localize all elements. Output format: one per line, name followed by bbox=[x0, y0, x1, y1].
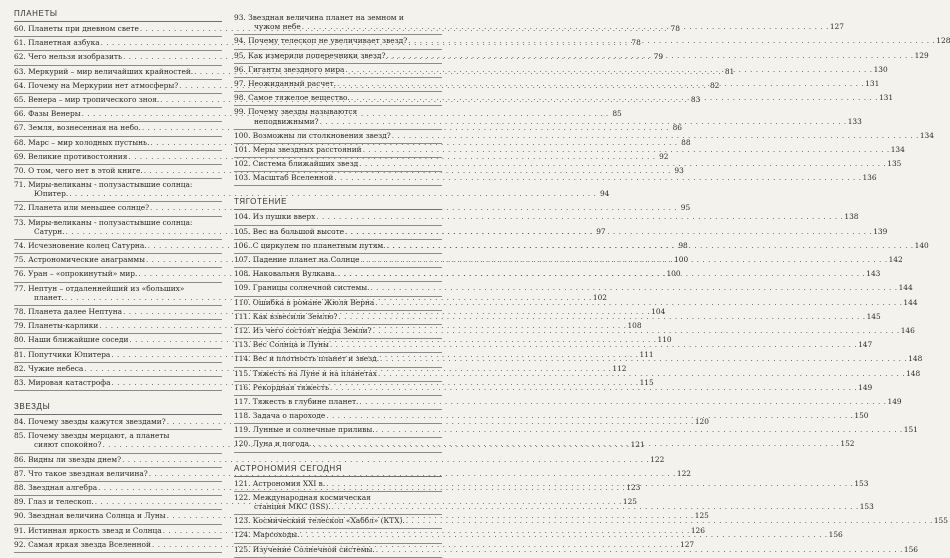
toc-page-number: 130 bbox=[873, 64, 888, 74]
toc-entry-line bbox=[234, 116, 862, 127]
toc-page-number: 79 bbox=[653, 52, 664, 62]
toc-entry-line bbox=[234, 130, 934, 141]
toc-entry-title: 113. Вес Солнца и Луны bbox=[234, 340, 329, 350]
toc-page-number: 85 bbox=[612, 109, 622, 119]
toc-entry-title: 75. Астрономические анаграммы bbox=[14, 255, 145, 265]
toc-entry-title: 100. Возможны ли столкновения звезд? bbox=[234, 130, 391, 140]
toc-entry-title: 88. Звездная алгебра bbox=[14, 483, 98, 492]
dot-leader bbox=[387, 242, 914, 249]
dot-leader bbox=[338, 270, 865, 277]
toc-entry-title: 125. Изучение Солнечной системы. bbox=[234, 544, 375, 554]
toc-page-number: 81 bbox=[724, 66, 735, 76]
toc-entry-title: 66. Фазы Венеры bbox=[14, 109, 81, 119]
toc-entry-title: 94. Почему телескоп не увеличивает звезд? bbox=[234, 36, 408, 46]
toc-entry-title: 89. Глаз и телескоп. bbox=[14, 497, 94, 507]
dot-leader bbox=[337, 80, 864, 90]
dot-leader bbox=[330, 384, 857, 391]
toc-entry-title: 71. Миры-великаны - полузастывшие солнца: bbox=[14, 180, 193, 190]
dot-leader bbox=[326, 412, 853, 419]
toc-entry-title: 120. Луна и погода. bbox=[234, 439, 312, 449]
toc-entry-line bbox=[14, 165, 684, 176]
toc-page-number: 134 bbox=[919, 130, 934, 140]
toc-entry-title: 102. Система ближайших звезд bbox=[234, 159, 359, 169]
toc-page-number: 86 bbox=[672, 123, 682, 133]
toc-page-number: 115 bbox=[639, 377, 654, 387]
toc-entry-title: 84. Почему звезды кажутся звездами? bbox=[14, 417, 166, 427]
toc-page-number: 155 bbox=[933, 516, 948, 526]
toc-entry-title: 82. Чужие небеса bbox=[14, 363, 84, 373]
toc-page-number: 88 bbox=[681, 137, 691, 147]
toc-page-number: 127 bbox=[829, 22, 844, 32]
toc-entry-title: сияют спокойно? bbox=[34, 440, 102, 450]
toc-entry-title: 77. Нептун – отдаленнейший из «больших» bbox=[14, 283, 185, 293]
dot-leader bbox=[386, 52, 913, 62]
toc-entry-title: 122. Международная космическая bbox=[234, 492, 371, 502]
toc-entry-title: 93. Звездная величина планет на земном и bbox=[234, 13, 404, 22]
toc-entry-title: 65. Венера – мир тропического зноя. bbox=[14, 94, 160, 104]
toc-page-number: 138 bbox=[844, 212, 859, 222]
toc-entry[interactable] bbox=[234, 424, 918, 438]
toc-entry-title: 70. О том, чего нет в этой книге. bbox=[14, 165, 143, 175]
toc-page-number: 145 bbox=[866, 311, 881, 321]
toc-entry-title: 114. Вес и плотность планет и звезд. bbox=[234, 354, 380, 364]
toc-page-number: 134 bbox=[890, 144, 905, 154]
toc-entry[interactable] bbox=[234, 211, 859, 225]
dot-leader bbox=[316, 213, 843, 220]
toc-page-number: 97 bbox=[596, 226, 606, 236]
dot-leader bbox=[320, 118, 847, 125]
toc-page-number: 83 bbox=[690, 94, 701, 104]
toc-page-number: 92 bbox=[659, 151, 669, 161]
toc-page-number: 133 bbox=[847, 116, 862, 126]
toc-page-number: 143 bbox=[866, 269, 881, 279]
toc-page-number: 146 bbox=[900, 325, 915, 335]
toc-page-number: 100 bbox=[666, 269, 681, 279]
toc-entry-title: 106. С циркулем по планетным путям. bbox=[234, 240, 386, 250]
toc-entry-title: 62. Чего нельзя изобразить bbox=[14, 52, 122, 62]
toc-entry-title: 79. Планеты-карлики bbox=[14, 321, 99, 331]
dot-leader bbox=[376, 546, 903, 553]
toc-entry-title: 61. Планетная азбука bbox=[14, 38, 100, 48]
toc-page-number: 123 bbox=[626, 483, 641, 492]
section-title: ПЛАНЕТЫ bbox=[14, 10, 222, 22]
toc-page-number: 110 bbox=[657, 335, 672, 345]
toc-page-number: 156 bbox=[903, 544, 918, 554]
toc-page-number: 100 bbox=[674, 255, 689, 265]
toc-page-number: 136 bbox=[862, 173, 877, 183]
toc-entry-title: 116. Рекордная тяжесть bbox=[234, 382, 330, 392]
toc-page-number: 121 bbox=[630, 440, 645, 450]
dot-leader bbox=[301, 531, 828, 538]
toc-page-number: 98 bbox=[678, 241, 688, 250]
toc-page-number: 125 bbox=[622, 497, 638, 507]
toc-entry-line bbox=[14, 417, 709, 427]
toc-entry-title: 118. Задача о пароходе bbox=[234, 411, 326, 421]
dot-leader bbox=[376, 426, 903, 433]
toc-entry-line bbox=[234, 283, 913, 293]
toc-entry-title: 95. Как измерили поперечники звезд? bbox=[234, 50, 386, 60]
dot-leader bbox=[406, 517, 933, 524]
toc-entry-title: 86. Видны ли звезды днем? bbox=[14, 454, 122, 464]
toc-page-number: 112 bbox=[612, 363, 627, 373]
toc-page-number: 125 bbox=[694, 511, 709, 521]
toc-page-number: 131 bbox=[878, 93, 894, 103]
dot-leader bbox=[380, 355, 907, 362]
toc-entry-title: 67. Земля, вознесенная на небо. bbox=[14, 123, 141, 133]
toc-entry-line bbox=[234, 144, 905, 155]
toc-entry-title: станция МКС (ISS). bbox=[254, 502, 331, 511]
toc-entry-title: 92. Самая яркая звезда Вселенной bbox=[14, 539, 151, 549]
dot-leader bbox=[326, 480, 853, 487]
toc-page-number: 153 bbox=[854, 478, 869, 488]
toc-page-number: 122 bbox=[650, 454, 665, 464]
toc-entry-line bbox=[14, 203, 691, 213]
toc-entry-title: 112. Из чего состоят недра Земли? bbox=[234, 325, 372, 335]
toc-page-number: 150 bbox=[854, 411, 869, 421]
toc-page-number: 104 bbox=[651, 306, 666, 316]
toc-page-number: 129 bbox=[914, 50, 929, 60]
toc-page-number: 131 bbox=[865, 78, 880, 88]
toc-page-number: 127 bbox=[680, 539, 695, 549]
toc-page-number: 144 bbox=[903, 297, 918, 307]
toc-entry-title: 109. Границы солнечной системы. bbox=[234, 283, 370, 293]
toc-page-number: 149 bbox=[858, 382, 873, 392]
toc-entry-title: 74. Исчезновение колец Сатурна. bbox=[14, 241, 147, 250]
toc-entry-title: 85. Почему звезды мерцают, а планеты bbox=[14, 431, 170, 441]
toc-entry-title: 90. Звездная величина Солнца и Луны bbox=[14, 511, 166, 521]
section-title: АСТРОНОМИЯ СЕГОДНЯ bbox=[234, 465, 442, 477]
toc-page-number: 156 bbox=[828, 530, 843, 540]
toc-page-number: 93 bbox=[674, 165, 684, 175]
toc-entry[interactable] bbox=[234, 282, 913, 296]
toc-entry-line bbox=[14, 454, 665, 465]
toc-entry-line bbox=[14, 189, 610, 199]
toc-entry-title: 121. Астрономия XXI в. bbox=[234, 478, 326, 488]
toc-entry-line bbox=[14, 151, 669, 162]
dot-leader bbox=[373, 327, 900, 334]
toc-page-number: 139 bbox=[873, 226, 888, 236]
toc-entry[interactable] bbox=[234, 172, 877, 186]
toc-entry-title: 76. Уран – «опрокинутый» мир. bbox=[14, 269, 138, 279]
toc-page-number: 122 bbox=[676, 468, 691, 478]
toc-page-number: 147 bbox=[858, 340, 873, 350]
toc-entry-title: 111. Как взвесили Землю? bbox=[234, 311, 338, 321]
toc-page-number: 148 bbox=[906, 368, 921, 378]
toc-entry-title: чужом небе bbox=[254, 22, 301, 32]
toc-page-number: 151 bbox=[903, 425, 918, 435]
toc-entry-line bbox=[14, 123, 682, 133]
toc-page-number: 128 bbox=[936, 36, 950, 46]
toc-entry-line bbox=[14, 137, 691, 148]
dot-leader bbox=[363, 146, 890, 153]
toc-page-number: 108 bbox=[627, 321, 642, 331]
toc-entry-line bbox=[234, 212, 859, 222]
dot-leader bbox=[378, 370, 905, 377]
dot-leader bbox=[360, 256, 887, 263]
toc-entry-line bbox=[234, 411, 869, 421]
dot-leader bbox=[312, 440, 839, 450]
dot-leader bbox=[332, 503, 859, 510]
dot-leader bbox=[351, 94, 878, 104]
toc-entry-title: 91. Истинная яркость звезд и Солнца bbox=[14, 525, 162, 535]
toc-entry-line bbox=[234, 173, 877, 183]
toc-entry-title: 80. Наши ближайшие соседи bbox=[14, 335, 129, 345]
toc-entry-title: 119. Лунные и солнечные приливы. bbox=[234, 425, 375, 435]
section-title: ТЯГОТЕНИЕ bbox=[234, 198, 442, 210]
toc-entry-title: 124. Марсоходы. bbox=[234, 530, 300, 540]
toc-page-number: 94 bbox=[599, 189, 610, 199]
toc-page-number: 102 bbox=[592, 292, 607, 302]
toc-entry-title: 69. Великие противостояния bbox=[14, 151, 128, 161]
toc-entry-title: 68. Марс – мир холодных пустынь. bbox=[14, 137, 150, 147]
toc-entry-line bbox=[234, 159, 902, 169]
dot-leader bbox=[302, 23, 829, 33]
toc-entry-title: 83. Мировая катастрофа bbox=[14, 377, 111, 387]
toc-entry-title: 64. Почему на Меркурии нет атмосферы? bbox=[14, 80, 179, 90]
dot-leader bbox=[334, 174, 861, 181]
dot-leader bbox=[408, 37, 935, 48]
dot-leader bbox=[370, 284, 897, 291]
toc-page-number: 82 bbox=[709, 80, 720, 90]
toc-entry-title: 81. Попутчики Юпитера bbox=[14, 349, 111, 359]
toc-page-number: 140 bbox=[914, 240, 929, 250]
toc-entry-title: 104. Из пушки вверх bbox=[234, 212, 316, 222]
dot-leader bbox=[359, 398, 886, 405]
toc-entry-title: 98. Самое тяжелое вещество. bbox=[234, 93, 350, 103]
toc-entry[interactable] bbox=[234, 396, 902, 410]
toc-entry-title: неподвижными? bbox=[254, 116, 319, 126]
toc-entry-title: 72. Планета или меньшее солнце? bbox=[14, 203, 150, 213]
dot-leader bbox=[359, 160, 886, 167]
dot-leader bbox=[392, 132, 919, 139]
toc-entry-title: 117. Тяжесть в глубине планет. bbox=[234, 396, 359, 406]
toc-page-number: 144 bbox=[898, 283, 913, 293]
toc-entry-line bbox=[234, 425, 918, 435]
toc-page-number: 135 bbox=[887, 159, 902, 169]
toc-page-number: 120 bbox=[694, 417, 709, 427]
toc-entry-title: 108. Наковальня Вулкана. bbox=[234, 269, 338, 279]
toc-entry-title: 73. Миры-великаны - полузастывшие солнца: bbox=[14, 217, 193, 227]
toc-entry-title: 63. Меркурий – мир величайших крайностей. bbox=[14, 66, 194, 76]
toc-page-number: 142 bbox=[888, 255, 903, 264]
toc-entry-title: 115. Тяжесть на Луне и на планетах bbox=[234, 368, 377, 378]
toc-page-number: 126 bbox=[690, 525, 705, 535]
toc-entry-title: 96. Гиганты звездного мира bbox=[234, 64, 345, 74]
toc-entry-title: планет. bbox=[34, 292, 64, 302]
toc-page-number: 78 bbox=[670, 24, 680, 33]
toc-page-number: 95 bbox=[680, 203, 691, 213]
dot-leader bbox=[345, 66, 872, 76]
toc-entry-title: 110. Ошибка в романе Жюля Верна bbox=[234, 297, 375, 307]
toc-entry-title: 123. Космический телескоп «Хаббл» (КТХ). bbox=[234, 516, 405, 526]
toc-entry-title: 105. Вес на большой высоте bbox=[234, 226, 345, 236]
section-title: ЗВЕЗДЫ bbox=[14, 403, 222, 415]
toc-entry-title: 101. Меры звездных расстояний bbox=[234, 144, 362, 154]
toc-page-number: 148 bbox=[908, 354, 923, 364]
toc-entry-title: Сатурн. bbox=[34, 226, 65, 236]
dot-leader bbox=[345, 228, 872, 235]
toc-page-number: 78 bbox=[631, 38, 641, 48]
toc-page-number: 111 bbox=[639, 349, 654, 359]
toc-entry-title: 103. Масштаб Вселенной bbox=[234, 173, 334, 183]
toc-page-number: 149 bbox=[887, 396, 902, 406]
toc-entry-title: 107. Падение планет на Солнце bbox=[234, 255, 360, 264]
toc-page-number: 152 bbox=[840, 439, 855, 449]
toc-page-number: 153 bbox=[859, 502, 874, 511]
dot-leader bbox=[330, 341, 857, 348]
toc-entry-title: 78. Планета далее Нептуна bbox=[14, 306, 123, 316]
dot-leader bbox=[375, 299, 902, 306]
toc-entry-title: 99. Почему звезды называются bbox=[234, 107, 358, 117]
toc-entry-title: 97. Неожиданный расчет. bbox=[234, 78, 337, 88]
toc-entry-title: Юпитер. bbox=[34, 189, 69, 199]
toc-entry-title: 87. Что такое звездная величина? bbox=[14, 468, 148, 478]
toc-entry-line bbox=[234, 396, 902, 407]
dot-leader bbox=[338, 313, 865, 320]
toc-entry-title: 60. Планеты при дневном свете bbox=[14, 24, 139, 33]
